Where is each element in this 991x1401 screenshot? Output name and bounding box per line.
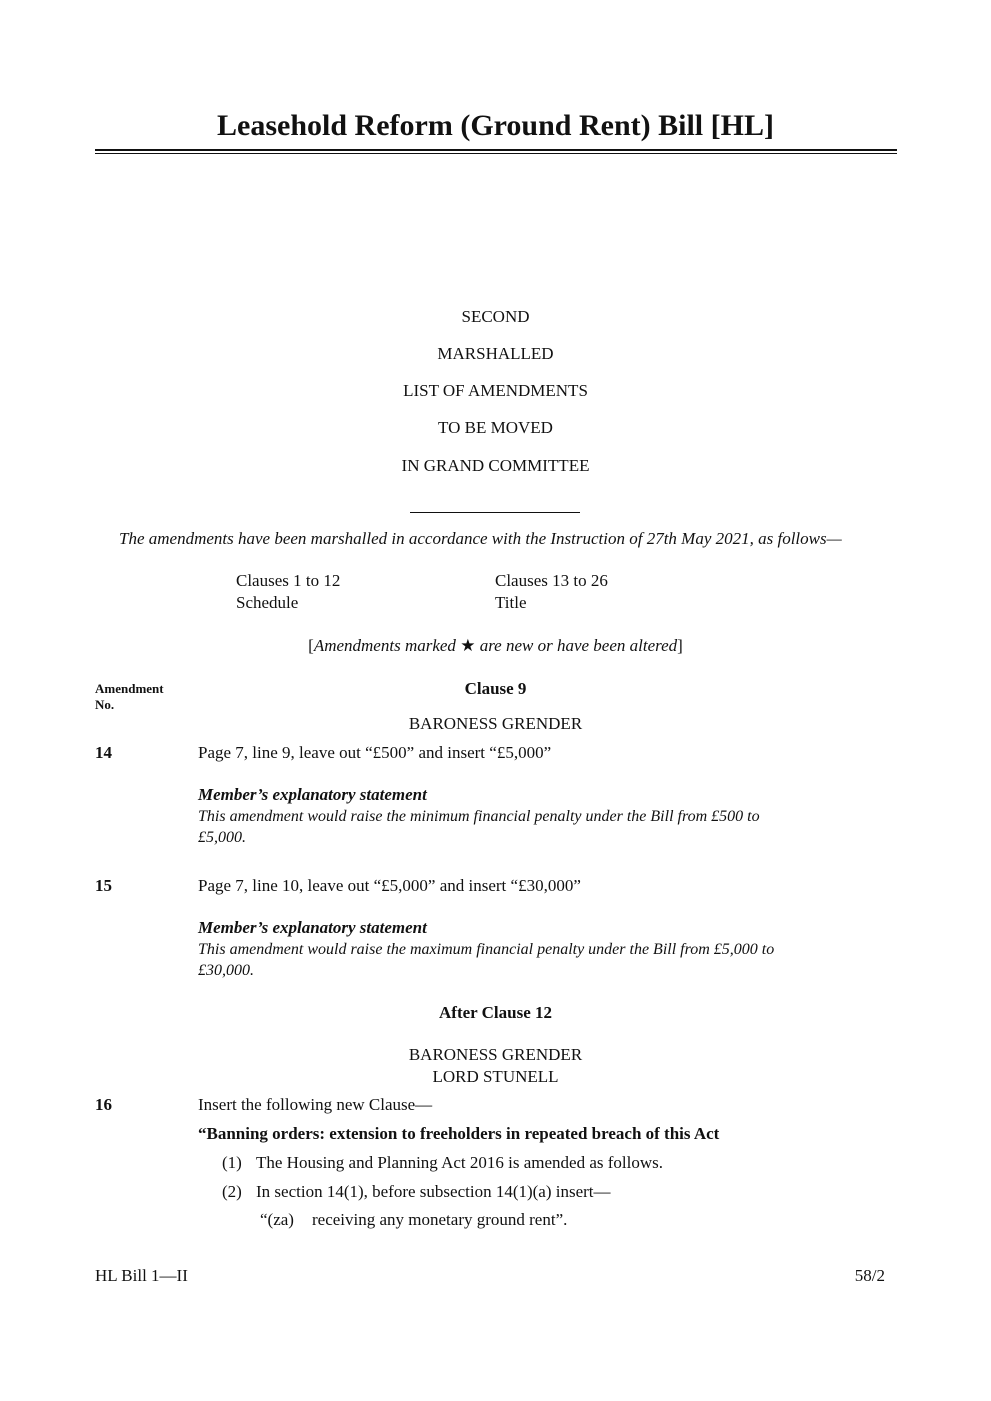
amendment-no-label: Amendment — [95, 681, 164, 696]
star-note — [0, 635, 991, 657]
star-note-text: Amendments marked — [313, 636, 461, 655]
member-name: BARONESS GRENDER — [408, 1045, 583, 1064]
subsection-text: The Housing and Planning Act 2016 is amended as follows. — [256, 1153, 664, 1172]
statement-text: This amendment would raise the minimum financial penalty under the Bill from £500 to — [198, 808, 760, 825]
subsection-number: (2) — [222, 1182, 242, 1201]
footer-bill-number: HL Bill 1—II — [95, 1266, 188, 1285]
heading-line: SECOND — [461, 307, 530, 326]
star-note-text: are new or have been altered — [475, 636, 678, 655]
amendment-number: 14 — [95, 743, 112, 762]
title-rule — [95, 149, 897, 151]
order-item: Title — [495, 593, 527, 612]
amendment-text: Page 7, line 9, leave out “£500” and insert “£5,000” — [198, 743, 552, 762]
document-title: Leasehold Reform (Ground Rent) Bill [HL] — [217, 109, 774, 142]
divider — [410, 512, 580, 513]
new-clause-title: “Banning orders: extension to freeholders in repeated breach of this Act — [198, 1124, 720, 1143]
intro-paragraph: The amendments have been marshalled in accordance with the Instruction of 27th May 2021, as follows— — [119, 529, 842, 548]
order-item: Schedule — [236, 593, 299, 612]
bracket: ] — [677, 636, 683, 655]
section-heading: Clause 9 — [464, 679, 527, 698]
amendment-text: Page 7, line 10, leave out “£5,000” and insert “£30,000” — [198, 876, 581, 895]
member-name: BARONESS GRENDER — [408, 714, 583, 733]
statement-text: £5,000. — [198, 829, 246, 846]
amendment-number: 16 — [95, 1095, 112, 1114]
footer-print-number: 58/2 — [854, 1266, 885, 1285]
heading-line: IN GRAND COMMITTEE — [401, 456, 590, 475]
inserted-text: receiving any monetary ground rent”. — [312, 1210, 568, 1229]
order-item: Clauses 1 to 12 — [236, 571, 341, 590]
statement-text: This amendment would raise the maximum financial penalty under the Bill from £5,000 to — [198, 941, 775, 958]
section-heading: After Clause 12 — [439, 1003, 552, 1022]
heading-line: MARSHALLED — [437, 344, 554, 363]
title-rule-thin — [95, 153, 897, 154]
heading-line: TO BE MOVED — [438, 418, 553, 437]
heading-line: LIST OF AMENDMENTS — [403, 381, 588, 400]
member-name: LORD STUNELL — [432, 1067, 559, 1086]
amendment-number: 15 — [95, 876, 112, 895]
amendment-no-label: No. — [95, 697, 115, 712]
statement-label: Member’s explanatory statement — [198, 785, 427, 804]
bracket: [ — [308, 636, 314, 655]
order-item: Clauses 13 to 26 — [495, 571, 608, 590]
subsection-number: (1) — [222, 1153, 242, 1172]
star-icon: ★ — [460, 636, 476, 655]
statement-label: Member’s explanatory statement — [198, 918, 427, 937]
subsection-text: In section 14(1), before subsection 14(1)(a) insert— — [256, 1182, 611, 1201]
inserted-number: “(za) — [260, 1210, 294, 1229]
amendment-text: Insert the following new Clause— — [198, 1095, 433, 1114]
statement-text: £30,000. — [198, 962, 254, 979]
